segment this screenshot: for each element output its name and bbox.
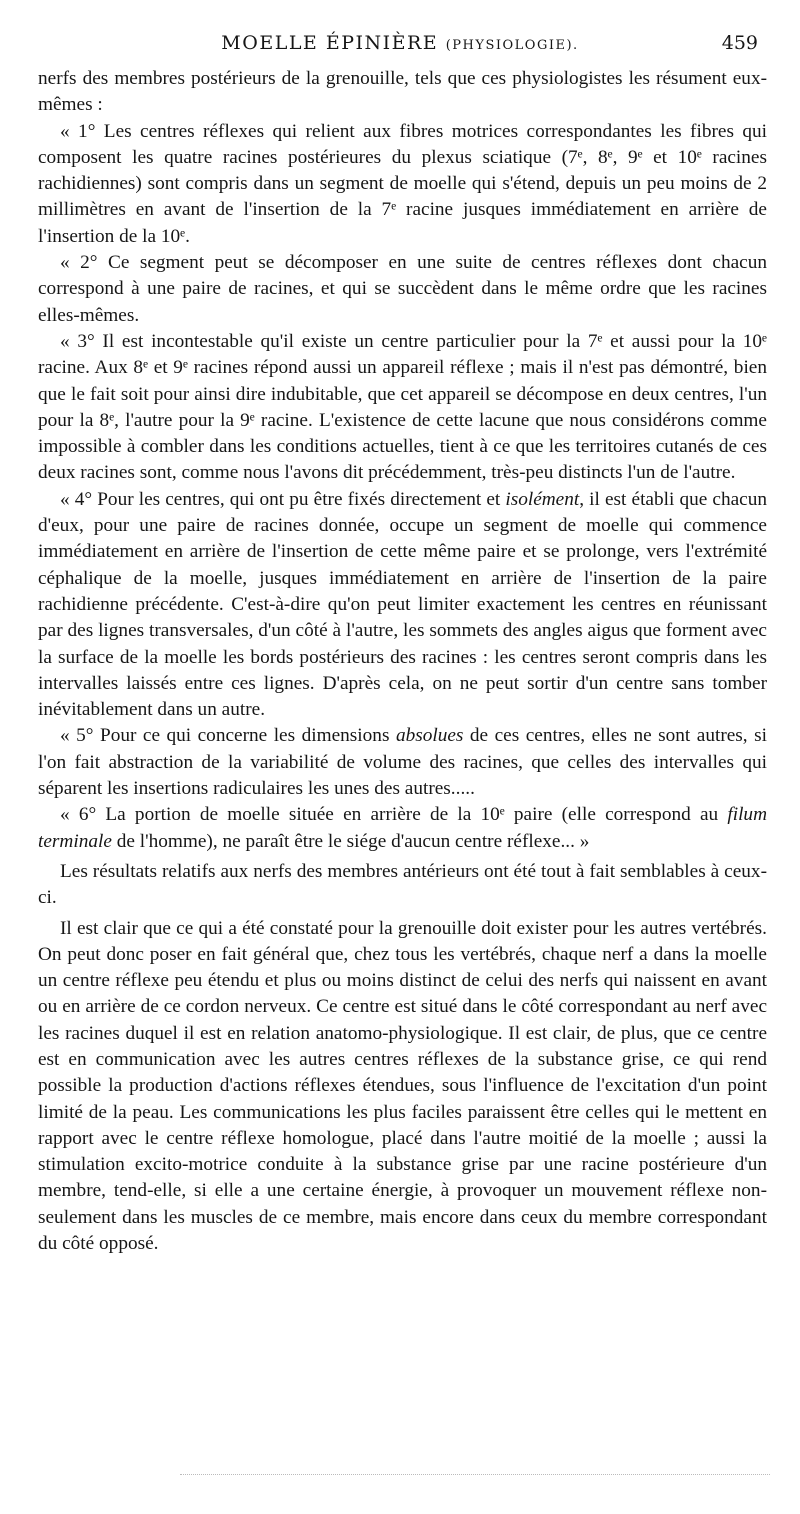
paragraph-continuation: nerfs des membres postérieurs de la grenouille, tels que ces physiologistes les résument eux-mêmes : <box>38 68 767 116</box>
quote-item-3: « 3° Il est incontestable qu'il existe un centre particulier pour la 7ᵉ et aussi pour la 10ᵉ racine. Aux 8ᵉ et 9ᵉ racines répond aussi un appareil réflexe ; mais il n'est pas démontré, bien que le fait soit pour ainsi dire indubitable, que cet appareil se décompose en deux centres, l'un pour la 8ᵉ, l'autre pour la 9ᵉ racine. L'existence de cette lacune que nous considérons comme impossible à combler dans les conditions actuelles, tient à ce que les territoires cutanés de ces deux racines sont, comme nous l'avons dit précédemment, très-peu distincts l'un de l'autre. <box>38 330 767 484</box>
running-title <box>40 32 760 54</box>
quote-item-4: « 4° Pour les centres, qui ont pu être fixés directement et isolément, il est établi que chacun d'eux, pour une paire de racines donnée, occupe un segment de moelle qui commence immédiatement en arrière de l'insertion de cette même paire et se prolonge, vers l'extrémité céphalique de la moelle, jusques immédiatement en arrière de l'insertion de la paire rachidienne précédente. C'est-à-dire qu'on peut limiter exactement les centres en réunissant par des lignes transversales, d'un côté à l'autre, les sommets des angles aigus que forment avec la surface de la moelle les bords postérieurs des racines : les centres seront compris dans les intervalles laissés entre ces lignes. D'après cela, on ne peut sortir d'un centre sans tomber inévitablement dans un autre. <box>38 488 767 721</box>
quote-item-5: « 5° Pour ce qui concerne les dimensions absolues de ces centres, elles ne sont autres, si l'on fait abstraction de la variabilité de volume des racines, que celles des intervalles qui séparent les insertions radiculaires les unes des autres..... <box>38 725 767 800</box>
quote-item-6: « 6° La portion de moelle située en arrière de la 10ᵉ paire (elle correspond au filum terminale de l'homme), ne paraît être le siége d'aucun centre réflexe... » <box>38 804 767 852</box>
page-header <box>40 30 760 60</box>
paragraph-results: Les résultats relatifs aux nerfs des membres antérieurs ont été tout à fait semblables à ceux-ci. <box>38 860 767 909</box>
running-title-main: MOELLE ÉPINIÈRE <box>221 32 439 54</box>
bottom-print-artifact <box>180 1474 770 1477</box>
page-number: 459 <box>721 32 758 54</box>
quote-item-2: « 2° Ce segment peut se décomposer en une suite de centres réflexes dont chacun correspond à une paire de racines, et qui se succèdent dans le même ordre que les racines elles-mêmes. <box>38 252 767 326</box>
running-title-subtitle: (PHYSIOLOGIE). <box>445 38 579 53</box>
paragraph-conclusion: Il est clair que ce qui a été constaté pour la grenouille doit exister pour les autres vertébrés. On peut donc poser en fait général que, chez tous les vertébrés, chaque nerf a dans la moelle un centre réflexe peu étendu et plus ou moins distinct de celui des nerfs qui naissent en avant ou en arrière de ce cordon nerveux. Ce centre est situé dans le côté correspondant au nerf avec les racines duquel il est en relation anatomo-physiologique. Il est clair, de plus, que ce centre est en communication avec les autres centres réflexes de la substance grise, ce qui rend possible la production d'actions réflexes étendues, sous l'influence de l'excitation d'un point limité de la peau. Les communications les plus faciles paraissent être celles qui le mettent en rapport avec le centre réflexe homologue, placé dans l'autre moitié de la moelle ; aussi la stimulation excito-motrice conduite à la substance grise par une racine postérieure d'un membre, tend-elle, si elle a une certaine énergie, à provoquer un mouvement réflexe non-seulement dans les muscles de ce membre, mais encore dans ceux du membre correspondant du côté opposé. <box>38 917 767 1255</box>
page-body <box>38 66 767 1257</box>
quote-item-1: « 1° Les centres réflexes qui relient aux fibres motrices correspondantes les fibres qui composent les quatre racines postérieures du plexus sciatique (7ᵉ, 8ᵉ, 9ᵉ et 10ᵉ racines rachidiennes) sont compris dans un segment de moelle qui s'étend, depuis un peu moins de 2 millimètres en avant de l'insertion de la 7ᵉ racine jusques immédiatement en arrière de l'insertion de la 10ᵉ. <box>38 120 767 247</box>
